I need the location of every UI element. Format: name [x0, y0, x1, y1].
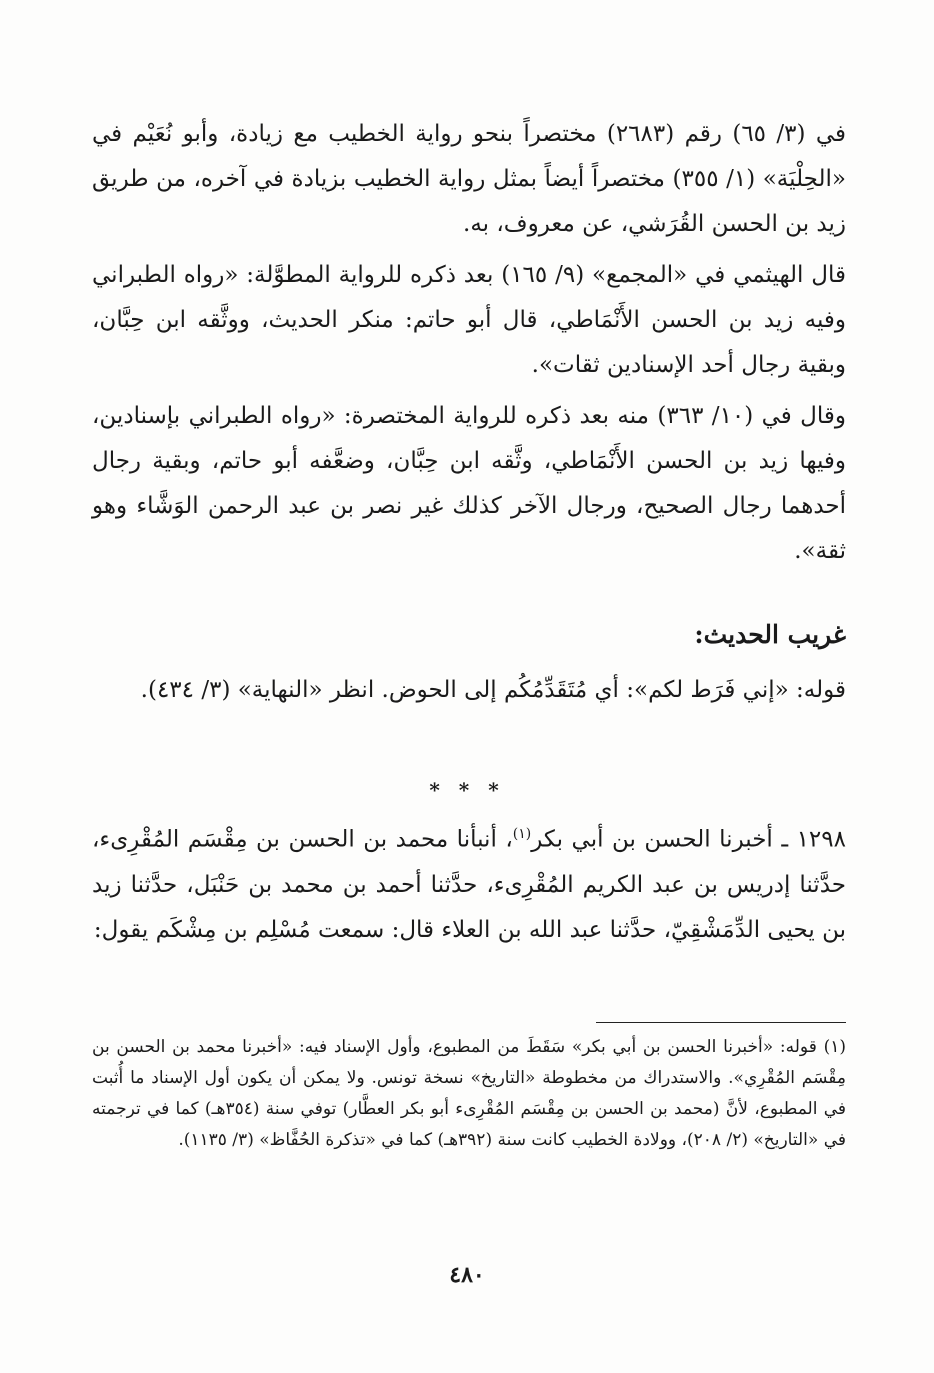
paragraph-haythami-1: قال الهيثمي في «المجمع» (٩/ ١٦٥) بعد ذكره للرواية المطوَّلة: «رواه الطبراني وفيه زيد بن الحسن الأَنْمَاطي، قال أبو حاتم: منكر الحديث، ووثَّقه ابن حِبَّان، وبقية رجال أحد الإسنادين ثقات». — [92, 262, 846, 378]
footnote-marker: (١) — [823, 1037, 847, 1057]
footnote-divider — [596, 1022, 846, 1023]
gharib-text: قوله: «إني فَرَط لكم»: أي مُتَقَدِّمُكُم إلى الحوض. انظر «النهاية» (٣/ ٤٣٤). — [140, 677, 846, 703]
main-text — [92, 112, 846, 574]
section-separator: * * * — [429, 778, 505, 802]
paragraph-haythami-2: وقال في (١٠/ ٣٦٣) منه بعد ذكره للرواية المختصرة: «رواه الطبراني بإسنادين، وفيها زيد بن الحسن الأَنْمَاطي، وثَّقه ابن حِبَّان، وضعَّفه أبو حاتم، وبقية رجال أحدهما رجال الصحيح، ورجال الآخر كذلك غير نصر بن عبد الرحمن الوَشَّاء وهو ثقة». — [92, 403, 846, 564]
hadith-entry — [92, 812, 846, 953]
footnote-text: قوله: «أخبرنا الحسن بن أبي بكر» سَقَطَ من المطبوع، وأول الإسناد فيه: «أخبرنا محمد بن الحسن بن مِقْسَم المُقْرِي». والاستدراك من مخطوطة «التاريخ» نسخة تونس. ولا يمكن أن يكون أول الإسناد ما أُثبت في المطبوع، لأنَّ (محمد بن الحسن بن مِقْسَم المُقْرِىء أبو بكر العطَّار) توفي سنة (٣٥٤هـ) كما في ترجمته في «التاريخ» (٢/ ٢٠٨)، وولادة الخطيب كانت سنة (٣٩٢هـ) كما في «تذكرة الحُفَّاظ» (٣/ ١١٣٥). — [92, 1037, 846, 1150]
hadith-number: ١٢٩٨ — [796, 826, 846, 853]
footnote — [92, 1032, 846, 1156]
page-number: ٤٨٠ — [449, 1262, 485, 1288]
hadith-text-a: أخبرنا الحسن بن أبي بكر — [531, 826, 773, 853]
paragraph-takhrij: في (٣/ ٦٥) رقم (٢٦٨٣) مختصراً بنحو رواية الخطيب مع زيادة، وأبو نُعَيْم في «الحِلْيَة» (١/ ٣٥٥) مختصراً أيضاً بمثل رواية الخطيب بزيادة في آخره، من طريق زيد بن الحسن القُرَشي، عن معروف، به. — [92, 121, 847, 237]
hadith-text-b: ، أنبأنا محمد بن الحسن بن مِقْسَم المُقْرِىء، حدَّثنا إدريس بن عبد الكريم المُقْرِىء، حدَّثنا أحمد بن محمد بن حَنْبَل، حدَّثنا زيد بن يحيى الدِّمَشْقِيّ، حدَّثنا عبد الله بن العلاء قال: سمعت مُسْلِم بن مِشْكَم يقول: — [92, 826, 846, 943]
section-heading-gharib: غريب الحديث: — [694, 620, 846, 649]
hadith-dash: ـ — [772, 826, 797, 853]
footnote-ref[interactable]: (١) — [512, 826, 532, 842]
